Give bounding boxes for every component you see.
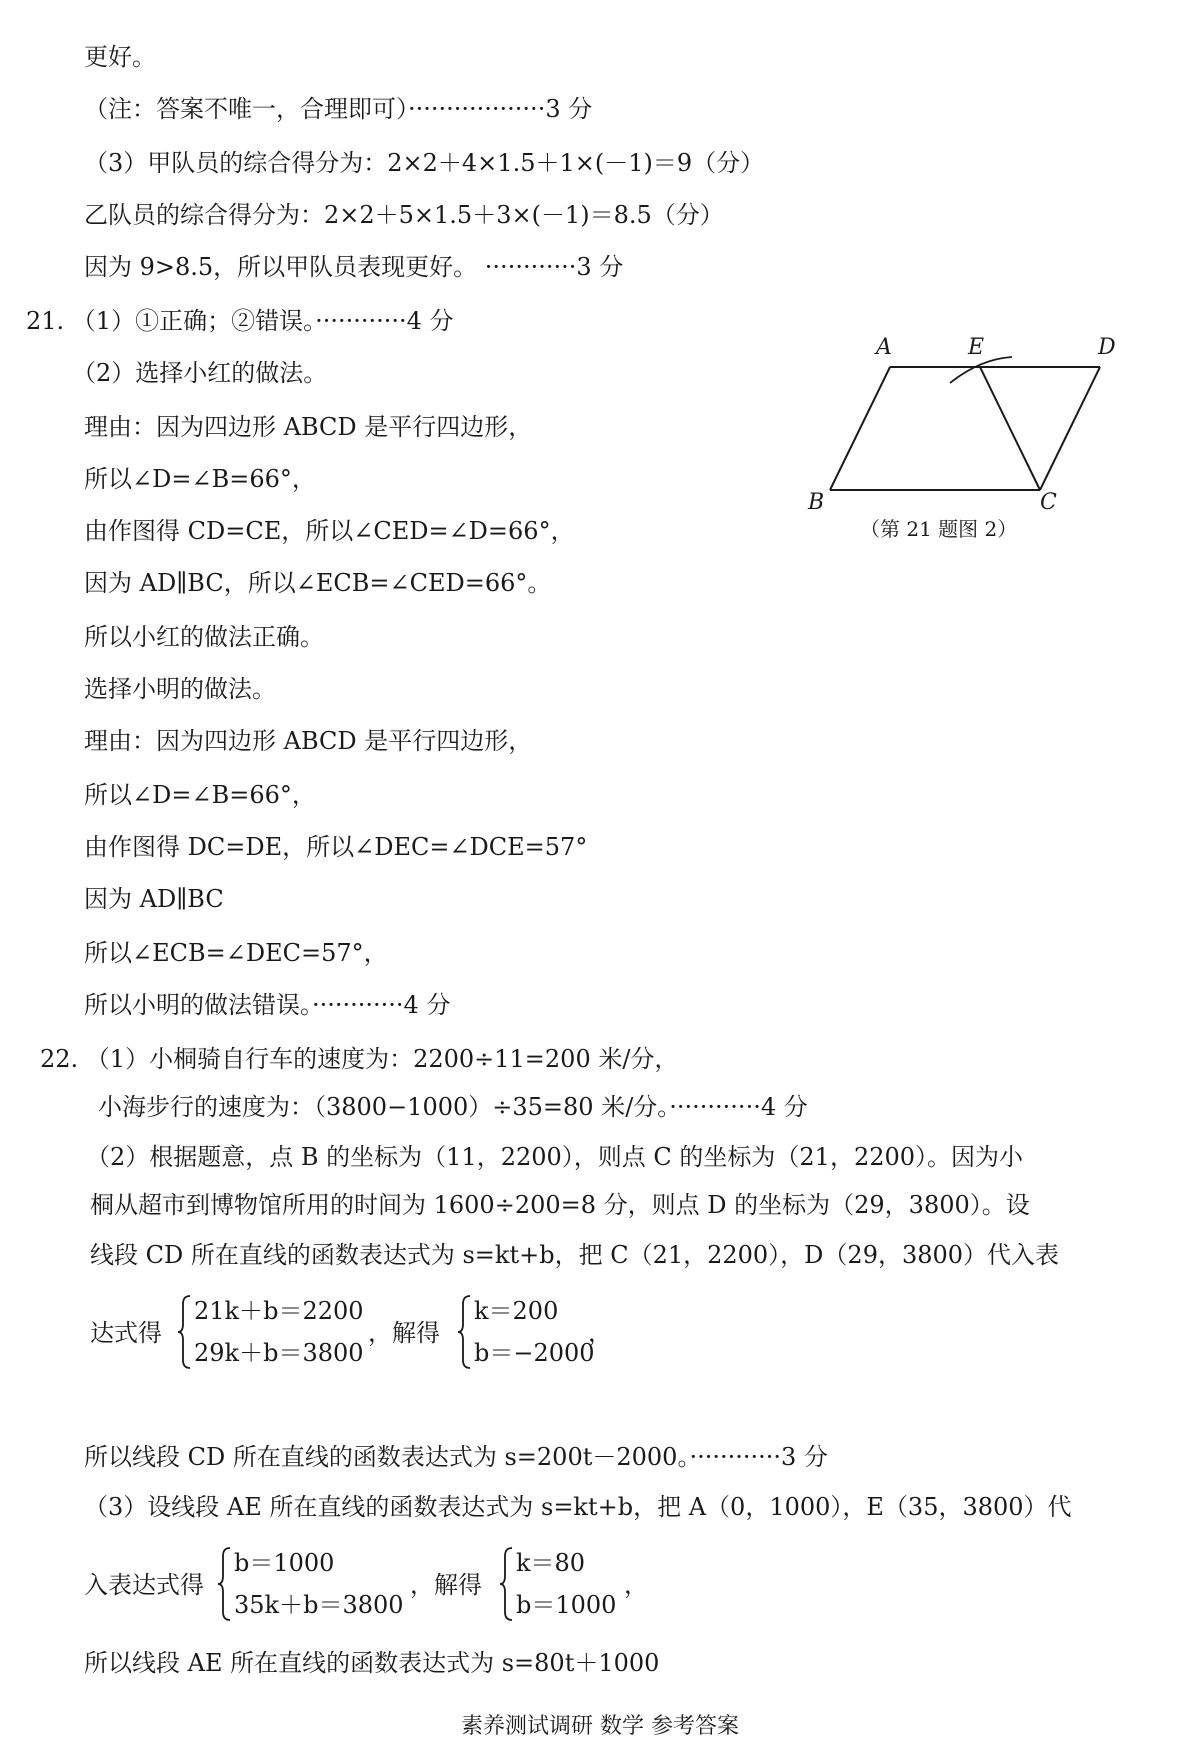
system1-sol2: b＝−2000 (474, 1339, 595, 1367)
segment-dc (1040, 367, 1100, 490)
text-line: 桐从超市到博物馆所用的时间为 1600÷200=8 分，则点 D 的坐标为（29，3800）。设 (90, 1191, 1030, 1219)
system1-eq1: 21k＋b＝2200 (194, 1297, 364, 1325)
question-22-part-1: 22. （1）小桐骑自行车的速度为：2200÷11=200 米/分， (40, 1045, 679, 1073)
text-line: 理由：因为四边形 ABCD 是平行四边形， (84, 727, 533, 755)
parallelogram-diagram (800, 335, 1140, 515)
page-footer: 素养测试调研 数学 参考答案 (461, 1714, 739, 1739)
system1-suffix: ， (588, 1319, 612, 1347)
text-line: 所以∠D=∠B=66°， (84, 781, 316, 809)
label-c: C (1040, 490, 1057, 515)
text-line: （2）根据题意，点 B 的坐标为（11，2200），则点 C 的坐标为（21，2200）。因为小 (86, 1143, 1024, 1171)
system2-suffix: ， (624, 1571, 648, 1599)
system1-eq2: 29k＋b＝3800 (194, 1339, 364, 1367)
text-line: 更好。 (84, 43, 156, 71)
system2-prefix: 入表达式得 (84, 1571, 204, 1599)
text-line: 小海步行的速度为：（3800−1000）÷35=80 米/分。············4 分 (98, 1093, 808, 1121)
left-brace-icon (176, 1294, 192, 1370)
text-line: 由作图得 DC=DE，所以∠DEC=∠DCE=57° (84, 833, 588, 861)
text-line: （3）甲队员的综合得分为：2×2＋4×1.5＋1×(－1)＝9（分） (84, 149, 765, 177)
text-line: 因为 AD∥BC，所以∠ECB=∠CED=66°。 (84, 569, 552, 597)
system2-sol2: b＝1000 (516, 1591, 617, 1619)
system2-eq1: b＝1000 (234, 1549, 335, 1577)
text-line: （2）选择小红的做法。 (72, 359, 328, 387)
text-line: 所以小明的做法错误。············4 分 (84, 991, 451, 1019)
system1-middle: ，解得 (368, 1319, 440, 1347)
system1-sol1: k＝200 (474, 1297, 559, 1325)
text-line: 所以线段 CD 所在直线的函数表达式为 s=200t－2000。············3 分 (84, 1443, 828, 1471)
text-line: （3）设线段 AE 所在直线的函数表达式为 s=kt+b，把 A（0，1000），E（35，3800）代 (84, 1493, 1072, 1521)
text-line: 所以小红的做法正确。 (84, 623, 324, 651)
system2-eq2: 35k＋b＝3800 (234, 1591, 404, 1619)
text-line: 所以∠D=∠B=66°， (84, 465, 316, 493)
segment-ec (980, 367, 1040, 490)
label-a: A (876, 335, 892, 360)
parallelogram-figure (800, 335, 1140, 550)
text-line: 因为 AD∥BC (84, 885, 224, 913)
text-line: 因为 9>8.5，所以甲队员表现更好。 ············3 分 (84, 253, 624, 281)
label-d: D (1098, 335, 1116, 360)
left-brace-icon (216, 1546, 232, 1622)
segment-ab (830, 367, 890, 490)
figure-caption: （第 21 题图 2） (860, 517, 1018, 541)
text-line: 理由：因为四边形 ABCD 是平行四边形， (84, 413, 533, 441)
question-21-part-1: 21. （1）①正确；②错误。············4 分 (26, 307, 454, 335)
system1-prefix: 达式得 (90, 1319, 162, 1347)
left-brace-icon (456, 1294, 472, 1370)
label-b: B (808, 490, 825, 515)
text-line: 乙队员的综合得分为：2×2＋5×1.5＋3×(－1)＝8.5（分） (84, 201, 724, 229)
text-line: 所以∠ECB=∠DEC=57°， (84, 939, 388, 967)
text-line: 所以线段 AE 所在直线的函数表达式为 s=80t＋1000 (84, 1649, 660, 1677)
system2-sol1: k＝80 (516, 1549, 586, 1577)
label-e: E (968, 335, 985, 360)
text-line: 选择小明的做法。 (84, 675, 276, 703)
system2-middle: ，解得 (410, 1571, 482, 1599)
text-line: 线段 CD 所在直线的函数表达式为 s=kt+b，把 C（21，2200），D（29，3800）代入表 (90, 1241, 1060, 1269)
left-brace-icon (498, 1546, 514, 1622)
text-line: （注：答案不唯一，合理即可）··················3 分 (84, 95, 593, 123)
text-line: 由作图得 CD=CE，所以∠CED=∠D=66°， (84, 517, 575, 545)
